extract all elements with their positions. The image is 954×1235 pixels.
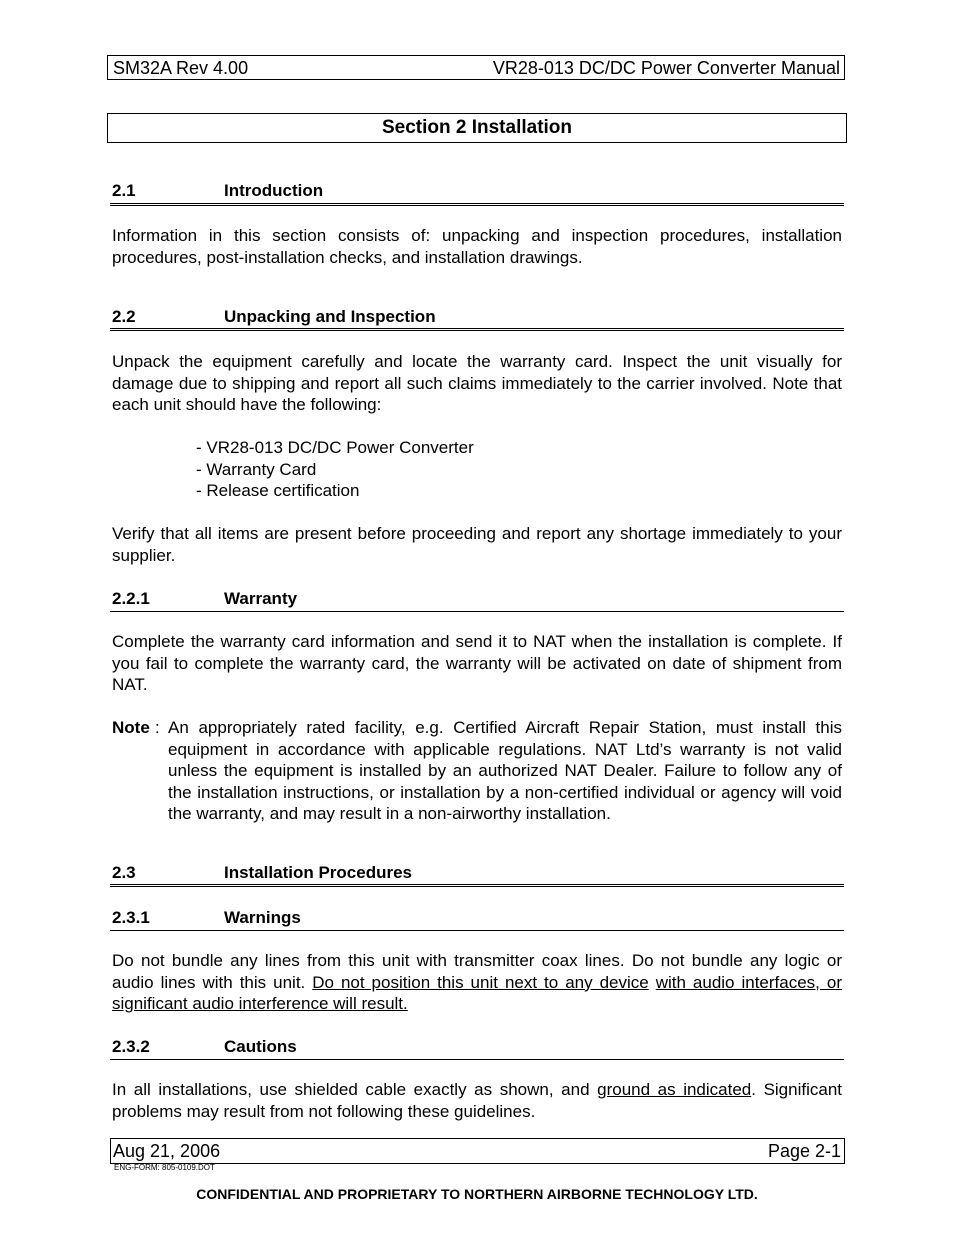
warranty-note: [112, 717, 842, 827]
doc-revision: SM32A Rev 4.00: [113, 58, 249, 78]
heading-2-1: [112, 180, 844, 202]
warnings-text: Do not bundle any lines from this unit with transmitter coax lines. Do not bundle any logic or audio lines with this unit.: [112, 951, 842, 992]
note-text: An appropriately rated facility, e.g. Certified Aircraft Repair Station, must install this equipment in accordance with applicable regulations. NAT Ltd’s warranty is not valid unless the equipment is installed by an authorized NAT Dealer. Failure to follow any of the installation instructions, or installation by a non-certified individual or agency will void the warranty, and may result in a non-airworthy installation.: [168, 718, 842, 823]
manual-title: VR28-013 DC/DC Power Converter Manual: [492, 58, 840, 78]
heading-rule: [110, 203, 844, 206]
note-colon: :: [155, 718, 160, 737]
heading-2-2-1: [112, 588, 844, 610]
cautions-text: In all installations, use shielded cable exactly as shown, and: [112, 1080, 598, 1099]
warnings-underlined-text-2: with audio interfaces, or significant audio interference will result.: [112, 972, 842, 1013]
heading-number: 2.3: [112, 863, 136, 882]
note-label: Note: [112, 718, 150, 737]
heading-2-3: [112, 862, 844, 884]
heading-title: Unpacking and Inspection: [224, 307, 436, 326]
warranty-paragraph: Complete the warranty card information and send it to NAT when the installation is complete. If you fail to complete the warranty card, the warranty will be activated on date of shipment from NAT.: [112, 632, 842, 694]
page-header: [107, 55, 845, 80]
heading-title: Cautions: [224, 1037, 297, 1056]
intro-paragraph: Information in this section consists of: unpacking and inspection procedures, installation procedures, post-installation checks, and installation drawings.: [112, 226, 842, 267]
heading-rule: [110, 611, 844, 612]
verify-paragraph: Verify that all items are present before proceeding and report any shortage immediately to your supplier.: [112, 524, 842, 565]
heading-title: Warranty: [224, 589, 298, 608]
warnings-paragraph: [112, 950, 842, 1015]
form-code: ENG-FORM: 805-0109.DOT: [114, 1163, 215, 1172]
cautions-text-2: . Significant problems may result from not following these guidelines.: [112, 1080, 842, 1121]
footer-date: Aug 21, 2006: [113, 1141, 221, 1161]
unpacking-paragraph: Unpack the equipment carefully and locate the warranty card. Inspect the unit visually for damage due to shipping and report all such claims immediately to the carrier involved. Note that each unit should have the following:: [112, 352, 842, 414]
heading-number: 2.3.1: [112, 908, 150, 927]
warnings-underlined-text: Do not position this unit next to any device: [312, 972, 649, 992]
section-title: Section 2 Installation: [107, 113, 847, 143]
cautions-paragraph: [112, 1079, 842, 1122]
list-item: - VR28-013 DC/DC Power Converter: [196, 438, 474, 457]
heading-title: Warnings: [224, 908, 301, 927]
heading-rule: [110, 328, 844, 331]
heading-title: Installation Procedures: [224, 863, 412, 882]
contents-list: [196, 437, 474, 502]
heading-2-3-1: [112, 907, 844, 929]
cautions-underlined-text: ground as indicated: [597, 1080, 752, 1099]
heading-number: 2.2: [112, 307, 136, 326]
heading-rule: [110, 930, 844, 931]
heading-title: Introduction: [224, 181, 324, 200]
heading-rule: [110, 884, 844, 887]
heading-number: 2.3.2: [112, 1037, 150, 1056]
heading-number: 2.1: [112, 181, 136, 200]
heading-2-3-2: [112, 1036, 844, 1058]
footer-page-number: Page 2-1: [767, 1141, 841, 1161]
list-item: - Release certification: [196, 481, 360, 500]
heading-2-2: [112, 306, 844, 328]
page-footer: [110, 1138, 845, 1164]
heading-rule: [110, 1059, 844, 1060]
heading-number: 2.2.1: [112, 589, 150, 608]
list-item: - Warranty Card: [196, 459, 317, 479]
confidentiality-notice: CONFIDENTIAL AND PROPRIETARY TO NORTHERN AIRBORNE TECHNOLOGY LTD.: [196, 1186, 758, 1202]
warnings-space: [649, 973, 656, 992]
